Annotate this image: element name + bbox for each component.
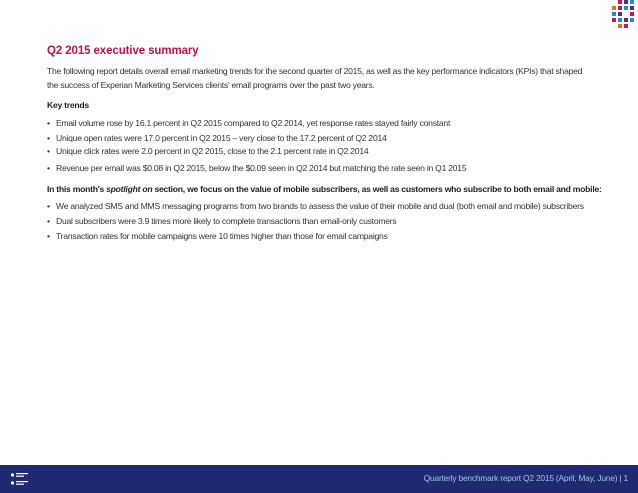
key-trends-heading: Key trends (47, 100, 89, 110)
key-trends-list (47, 117, 607, 174)
spotlight-item: • Transaction rates for mobile campaigns were 10 times higher than those for email campaigns (47, 230, 607, 242)
menu-list-icon[interactable] (10, 470, 30, 488)
spotlight-list (47, 200, 607, 242)
spotlight-heading-emphasis: spotlight on (106, 184, 153, 194)
footer-caption: Quarterly benchmark report Q2 2015 (April, May, June) | 1 (423, 473, 628, 483)
intro-paragraph: The following report details overall email marketing trends for the second quarter of 2015, as well as the key performance indicators (KPIs) that shaped the success of Experian Marketing Services clients' email programs over the past two years. (47, 66, 583, 90)
key-trend-item: • Revenue per email was $0.08 in Q2 2015, below the $0.09 seen in Q2 2014 but matching the rate seen in Q1 2015 (47, 162, 607, 174)
key-trend-item: • Email volume rose by 16.1 percent in Q2 2015 compared to Q2 2014, yet response rates stayed fairly constant (47, 117, 607, 129)
spotlight-heading-prefix: In this month's (47, 184, 107, 194)
experian-pixel-logo-icon (604, 0, 638, 34)
spotlight-item: • We analyzed SMS and MMS messaging programs from two brands to assess the value of their mobile and dual (both email and mobile) subscribers (47, 200, 607, 212)
spotlight-heading-suffix: section, we focus on the value of mobile subscribers, as well as customers who subscribe to both email and mobile: (152, 184, 602, 194)
key-trend-item: • Unique click rates were 2.0 percent in Q2 2015, close to the 2.1 percent rate in Q2 2014 (47, 145, 607, 157)
spotlight-item: • Dual subscribers were 3.9 times more likely to complete transactions than email-only customers (47, 215, 607, 227)
footer-bar (0, 465, 638, 493)
key-trend-item: • Unique open rates were 17.0 percent in Q2 2015 – very close to the 17.2 percent of Q2 2014 (47, 132, 607, 144)
spotlight-heading (47, 184, 602, 194)
page-title: Q2 2015 executive summary (47, 45, 199, 57)
